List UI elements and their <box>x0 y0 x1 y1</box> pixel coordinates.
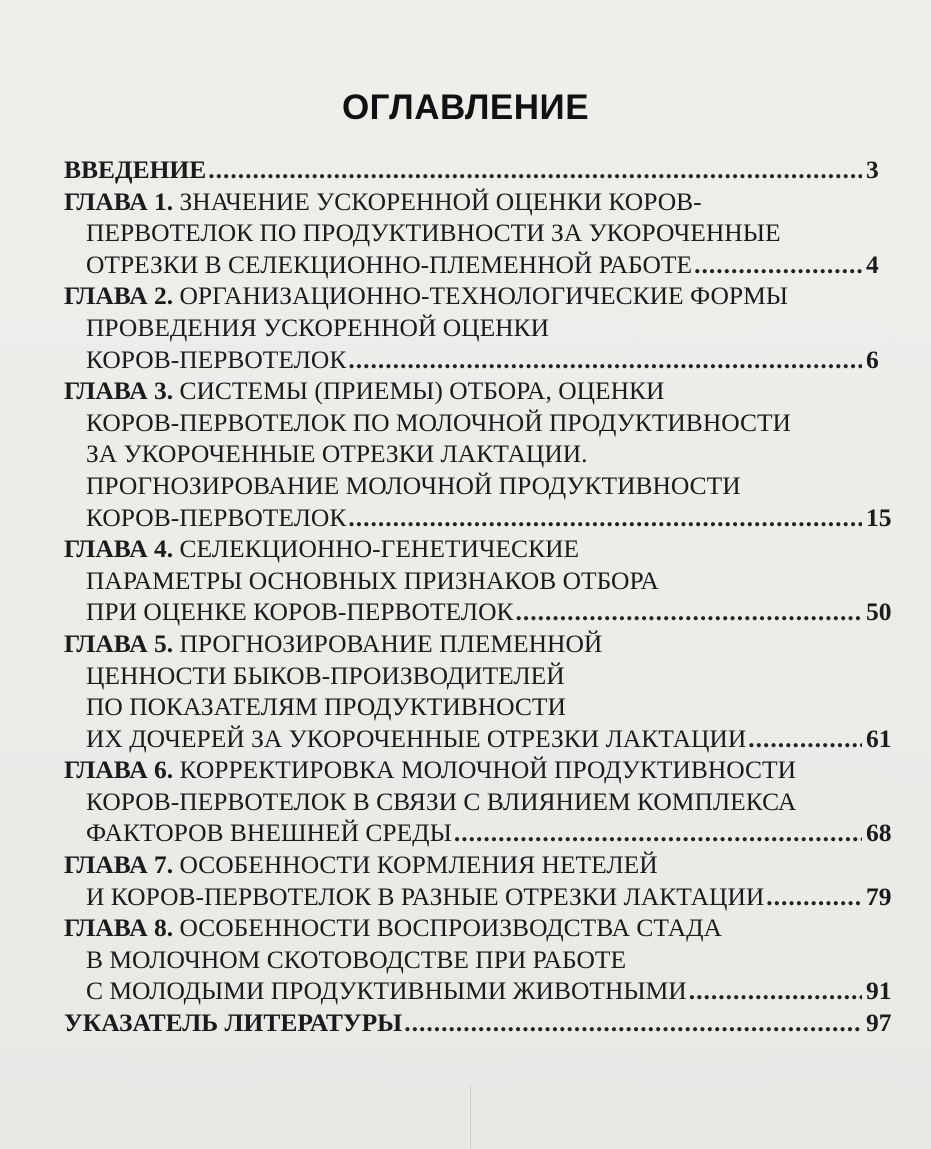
toc-leader-dots <box>208 154 862 186</box>
toc-entry-label: УКАЗАТЕЛЬ ЛИТЕРАТУРЫ <box>64 1008 403 1038</box>
toc-entry-text: КОРРЕКТИРОВКА МОЛОЧНОЙ ПРОДУКТИВНОСТИ <box>179 755 796 785</box>
toc-entry-text: ОРГАНИЗАЦИОННО-ТЕХНОЛОГИЧЕСКИЕ ФОРМЫ <box>179 281 788 311</box>
toc-entry-text: ПЕРВОТЕЛОК ПО ПРОДУКТИВНОСТИ ЗА УКОРОЧЕННЫЕ <box>86 218 781 248</box>
toc-entry-continuation <box>64 817 892 849</box>
toc-entry-line <box>64 375 876 407</box>
toc-entry-line <box>64 849 876 881</box>
toc-entry-label: ГЛАВА 6. <box>64 755 174 785</box>
toc-leader-dots <box>766 881 862 913</box>
toc-leader-dots <box>454 817 862 849</box>
toc-entry-text: КОРОВ-ПЕРВОТЕЛОК ПО МОЛОЧНОЙ ПРОДУКТИВНОСТИ <box>86 407 791 437</box>
toc-leader-dots <box>348 502 862 534</box>
toc-page-number: 6 <box>866 344 879 374</box>
toc-leader-dots <box>404 1007 862 1039</box>
toc-page-number: 3 <box>866 155 879 184</box>
toc-entry-continuation <box>64 438 876 470</box>
toc-entry-continuation <box>64 723 892 755</box>
page-edge-line <box>470 1085 471 1149</box>
toc-entry-text: КОРОВ-ПЕРВОТЕЛОК В СВЯЗИ С ВЛИЯНИЕМ КОМПЛЕКСА <box>86 786 797 816</box>
toc-entry-text: И КОРОВ-ПЕРВОТЕЛОК В РАЗНЫЕ ОТРЕЗКИ ЛАКТАЦИИ <box>86 881 765 911</box>
toc-leader-dots <box>694 249 862 281</box>
toc-entry-line <box>64 912 876 944</box>
toc-entry-text: СИСТЕМЫ (ПРИЕМЫ) ОТБОРА, ОЦЕНКИ <box>179 376 665 406</box>
toc-entry-text: ПРОВЕДЕНИЯ УСКОРЕННОЙ ОЦЕНКИ <box>86 312 549 342</box>
toc-entry-continuation <box>64 249 879 281</box>
toc-page-number: 97 <box>866 1008 892 1038</box>
toc-entry-text: ОСОБЕННОСТИ КОРМЛЕНИЯ НЕТЕЛЕЙ <box>179 850 658 880</box>
toc-entry-text: ОСОБЕННОСТИ ВОСПРОИЗВОДСТВА СТАДА <box>179 913 722 943</box>
toc-entry-text: ПРИ ОЦЕНКЕ КОРОВ-ПЕРВОТЕЛОК <box>86 597 514 627</box>
toc-entry-text: ПРОГНОЗИРОВАНИЕ ПЛЕМЕННОЙ <box>179 628 603 658</box>
toc-page-number: 79 <box>866 881 892 911</box>
toc-entry-line <box>64 533 876 565</box>
toc-entry-continuation <box>64 470 876 502</box>
toc-entry-text: СЕЛЕКЦИОННО-ГЕНЕТИЧЕСКИЕ <box>179 534 580 564</box>
toc-leader-dots <box>689 975 862 1007</box>
toc-entry-label: ГЛАВА 8. <box>64 913 174 943</box>
toc-entry-line <box>64 280 876 312</box>
toc-entry-text: ФАКТОРОВ ВНЕШНЕЙ СРЕДЫ <box>86 818 452 848</box>
toc-entry-label: ГЛАВА 2. <box>64 281 174 311</box>
page-title: ОГЛАВЛЕНИЕ <box>341 88 590 127</box>
toc-entry-line <box>64 186 876 218</box>
toc-page-number: 50 <box>866 597 892 627</box>
toc-leader-dots <box>516 596 863 628</box>
toc-entry-line <box>64 628 876 660</box>
toc-entry-continuation <box>64 786 876 818</box>
toc-leader-dots <box>348 344 862 376</box>
toc-entry-continuation <box>64 660 876 692</box>
toc-entry-text: ЗНАЧЕНИЕ УСКОРЕННОЙ ОЦЕНКИ КОРОВ- <box>179 186 702 216</box>
toc-entry-continuation <box>64 312 876 344</box>
toc-entry-text: С МОЛОДЫМИ ПРОДУКТИВНЫМИ ЖИВОТНЫМИ <box>86 976 687 1006</box>
toc-entry-continuation <box>64 217 876 249</box>
table-of-contents <box>64 154 892 1039</box>
toc-entry-text: КОРОВ-ПЕРВОТЕЛОК <box>86 502 347 532</box>
toc-entry-label: ВВЕДЕНИЕ <box>64 155 207 184</box>
toc-entry-label: ГЛАВА 7. <box>64 850 174 880</box>
toc-entry-continuation <box>64 691 876 723</box>
toc-entry-continuation <box>64 407 876 439</box>
toc-entry-continuation <box>64 502 892 534</box>
toc-page-number: 4 <box>866 249 879 279</box>
toc-entry-text: ПО ПОКАЗАТЕЛЯМ ПРОДУКТИВНОСТИ <box>86 692 566 722</box>
toc-entry-text: ПРОГНОЗИРОВАНИЕ МОЛОЧНОЙ ПРОДУКТИВНОСТИ <box>86 470 741 500</box>
toc-entry-label: ГЛАВА 5. <box>64 628 174 658</box>
toc-leader-dots <box>748 723 862 755</box>
toc-page-number: 61 <box>866 723 892 753</box>
toc-entry-text: КОРОВ-ПЕРВОТЕЛОК <box>86 344 347 374</box>
toc-entry-text: ПАРАМЕТРЫ ОСНОВНЫХ ПРИЗНАКОВ ОТБОРА <box>86 565 659 595</box>
toc-page-number: 68 <box>866 818 892 848</box>
toc-entry-label: ГЛАВА 4. <box>64 534 174 564</box>
toc-page-number: 15 <box>866 502 892 532</box>
toc-entry-text: ЗА УКОРОЧЕННЫЕ ОТРЕЗКИ ЛАКТАЦИИ. <box>86 439 588 469</box>
toc-entry-line <box>64 754 876 786</box>
toc-entry-continuation <box>64 944 876 976</box>
toc-entry-continuation <box>64 881 892 913</box>
toc-entry-text: ЦЕННОСТИ БЫКОВ-ПРОИЗВОДИТЕЛЕЙ <box>86 660 565 690</box>
toc-entry-text: ИХ ДОЧЕРЕЙ ЗА УКОРОЧЕННЫЕ ОТРЕЗКИ ЛАКТАЦИИ <box>86 723 747 753</box>
toc-entry-label: ГЛАВА 1. <box>64 186 174 216</box>
toc-entry-text: ОТРЕЗКИ В СЕЛЕКЦИОННО-ПЛЕМЕННОЙ РАБОТЕ <box>86 249 693 279</box>
toc-entry-label: ГЛАВА 3. <box>64 376 174 406</box>
toc-page-number: 91 <box>866 976 892 1006</box>
toc-entry-continuation <box>64 344 879 376</box>
toc-entry-line <box>64 1007 892 1039</box>
toc-entry-continuation <box>64 565 876 597</box>
toc-entry-line <box>64 154 879 186</box>
toc-entry-continuation <box>64 975 892 1007</box>
toc-entry-continuation <box>64 596 892 628</box>
toc-entry-text: В МОЛОЧНОМ СКОТОВОДСТВЕ ПРИ РАБОТЕ <box>86 944 627 974</box>
